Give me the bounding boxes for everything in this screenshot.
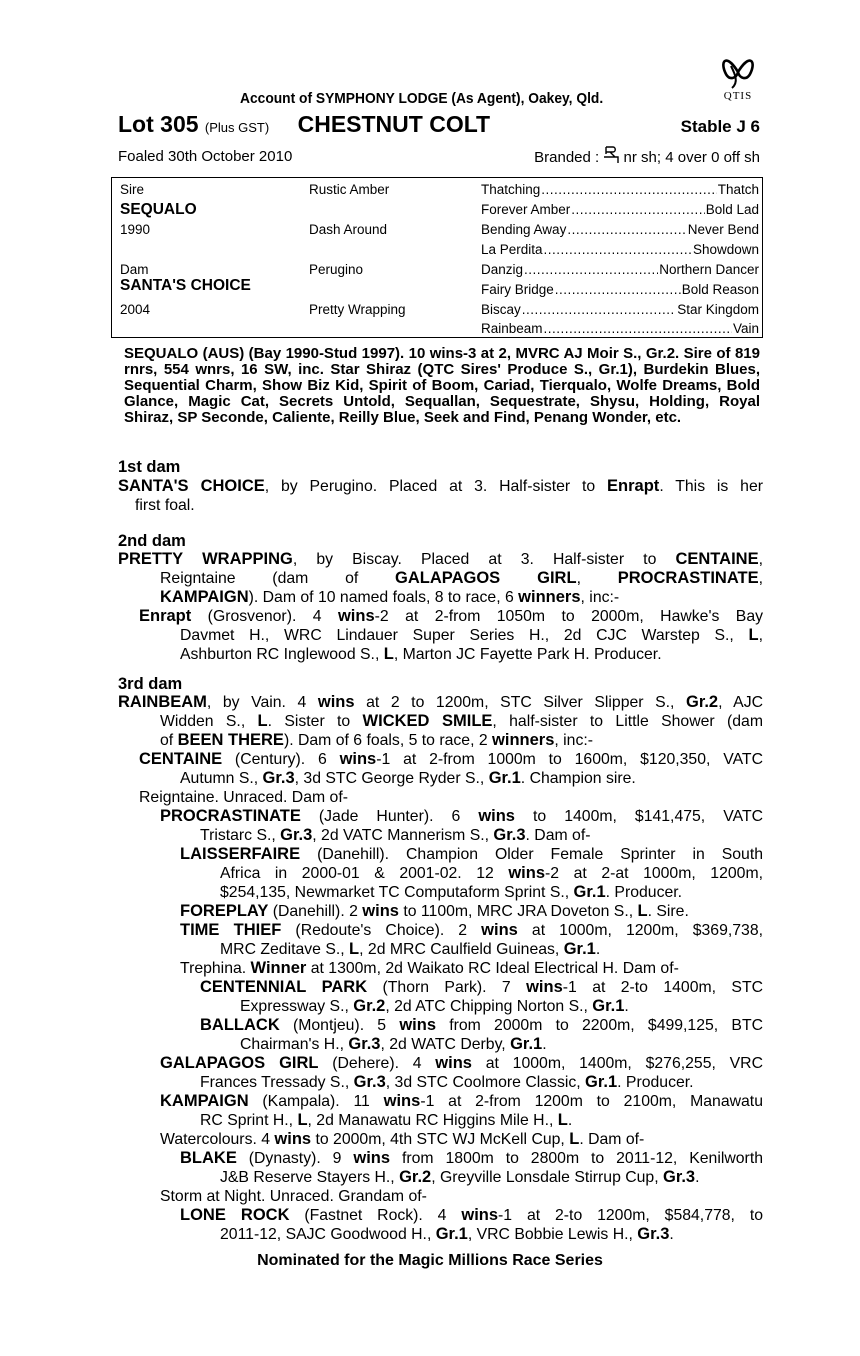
text-line: Frances Tressady S., Gr.3, 3d STC Coolmore Classic, Gr.1. Producer. — [200, 1073, 694, 1091]
text-line: PRETTY WRAPPING, by Biscay. Placed at 3. Half-sister to CENTAINE, — [118, 550, 763, 568]
leader-dots — [522, 302, 676, 317]
text-line: Expressway S., Gr.2, 2d ATC Chipping Norton S., Gr.1. — [240, 997, 629, 1015]
gg-name: Thatching — [481, 182, 541, 197]
gg-row — [481, 282, 759, 297]
text-line: of BEEN THERE). Dam of 6 foals, 5 to race, 2 winners, inc:- — [160, 731, 594, 749]
gg-name: Forever Amber — [481, 202, 571, 217]
dam-label: Dam — [120, 262, 149, 277]
text-line: Chairman's H., Gr.3, 2d WATC Derby, Gr.1. — [240, 1035, 547, 1053]
text-line: Reigntaine (dam of GALAPAGOS GIRL, PROCRASTINATE, — [160, 569, 763, 587]
gg-sire: Never Bend — [687, 222, 759, 237]
text-line: first foal. — [135, 497, 195, 514]
gg-sire: Star Kingdom — [677, 302, 759, 317]
text-line: RAINBEAM, by Vain. 4 wins at 2 to 1200m, STC Silver Slipper S., Gr.2, AJC — [118, 693, 764, 711]
text-line: J&B Reserve Stayers H., Gr.2, Greyville Lonsdale Stirrup Cup, Gr.3. — [220, 1168, 700, 1186]
text-line: KAMPAIGN (Kampala). 11 wins-1 at 2-from 1200m to 2100m, Manawatu — [160, 1092, 763, 1110]
text-line: RC Sprint H., L, 2d Manawatu RC Higgins Mile H., L. — [200, 1111, 573, 1129]
text-line: Reigntaine. Unraced. Dam of- — [139, 789, 348, 806]
text-line: KAMPAIGN). Dam of 10 named foals, 8 to race, 6 winners, inc:- — [160, 588, 620, 606]
sire-summary: SEQUALO (AUS) (Bay 1990-Stud 1997). 10 wins-3 at 2, MVRC AJ Moir S., Gr.2. Sire of 819 rnrs, 554 wnrs, 16 SW, inc. Star Shiraz (QTC Sires' Produce S., Gr.1), Burdekin Blues, Sequential Charm, Show Biz Kid, Spirit of Boom, Cariad, Tierqualo, Wolfe Dreams, Bold Glance, Magic Cat, Secrets Untold, Sequallan, Sequestrate, Shysu, Holding, Royal Shiraz, SP Seconde, Caliente, Reilly Blue, Seek and Find, Penang Wonder, etc. — [124, 345, 760, 426]
lot-number: Lot 305 — [118, 111, 199, 137]
third-dam-heading: 3rd dam — [118, 675, 183, 693]
pedigree-table — [111, 177, 763, 338]
sire-name: SEQUALO — [120, 201, 197, 218]
gg-name: Bending Away — [481, 222, 567, 237]
text-line: Tristarc S., Gr.3, 2d VATC Mannerism S., Gr.3. Dam of- — [200, 826, 591, 844]
leader-dots — [571, 202, 704, 217]
gst-note: (Plus GST) — [204, 120, 270, 135]
text-line: CENTAINE (Century). 6 wins-1 at 2-from 1000m to 1600m, $120,350, VATC — [139, 750, 763, 768]
text-line: $254,135, Newmarket TC Computaform Sprint S., Gr.1. Producer. — [220, 883, 683, 901]
text-line: LONE ROCK (Fastnet Rock). 4 wins-1 at 2-to 1200m, $584,778, to — [180, 1206, 763, 1224]
vendor-account: Account of SYMPHONY LODGE (As Agent), Oakey, Qld. — [240, 90, 604, 107]
horse-title: CHESTNUT COLT — [297, 111, 491, 137]
gg-sire: Bold Lad — [705, 202, 759, 217]
gg-name: La Perdita — [481, 242, 543, 257]
lot-line — [118, 111, 490, 138]
text-line: Davmet H., WRC Lindauer Super Series H., 2d CJC Warstep S., L, — [180, 626, 763, 644]
branded-detail: nr sh; 4 over 0 off sh — [623, 149, 760, 166]
leader-dots — [541, 182, 716, 197]
gg-sire: Vain — [732, 321, 759, 336]
text-line: MRC Zeditave S., L, 2d MRC Caulfield Guineas, Gr.1. — [220, 940, 601, 958]
text-line-spare: 2011-12, SAJC Goodwood H., Gr.1, VRC Bobbie Lewis H., Gr.3. — [220, 1225, 674, 1243]
gg-sire: Northern Dancer — [659, 262, 759, 277]
text-line: TIME THIEF (Redoute's Choice). 2 wins at 1000m, 1200m, $369,738, — [180, 921, 763, 939]
text-line: BALLACK (Montjeu). 5 wins from 2000m to 2200m, $499,125, BTC — [200, 1016, 763, 1034]
qtis-logo-text: QTIS — [723, 90, 753, 102]
text-line: BLAKE (Dynasty). 9 wins from 1800m to 2800m to 2011-12, Kenilworth — [180, 1149, 763, 1167]
text-line: CENTENNIAL PARK (Thorn Park). 7 wins-1 at 2-to 1400m, STC — [200, 978, 764, 996]
brand-mark-icon — [603, 146, 619, 164]
gg-name: Rainbeam — [481, 321, 543, 336]
gg-name: Danzig — [481, 262, 524, 277]
dam-year: 2004 — [120, 302, 151, 317]
leader-dots — [555, 282, 681, 297]
branded-info — [534, 146, 760, 166]
text-line: Watercolours. 4 wins to 2000m, 4th STC WJ McKell Cup, L. Dam of- — [160, 1130, 645, 1148]
text-line: LAISSERFAIRE (Danehill). Champion Older Female Sprinter in South — [180, 845, 763, 863]
gg-name: Biscay — [481, 302, 521, 317]
qtis-logo — [713, 50, 763, 108]
text-line: Widden S., L. Sister to WICKED SMILE, half-sister to Little Shower (dam — [160, 712, 763, 730]
nomination-note: Nominated for the Magic Millions Race Series — [257, 1252, 603, 1269]
leader-dots — [544, 242, 692, 257]
gg-row — [481, 222, 759, 237]
text-line: Storm at Night. Unraced. Grandam of- — [160, 1188, 427, 1205]
leader-dots — [544, 321, 732, 336]
foaled-date: Foaled 30th October 2010 — [118, 148, 293, 165]
gg-row — [481, 321, 759, 336]
text-line: PROCRASTINATE (Jade Hunter). 6 wins to 1400m, $141,475, VATC — [160, 807, 763, 825]
gg-row — [481, 202, 759, 217]
gg-row — [481, 302, 759, 317]
dam-name: SANTA'S CHOICE — [120, 277, 251, 294]
gg-sire: Showdown — [692, 242, 759, 257]
dam-sire: Perugino — [309, 262, 364, 277]
gg-row — [481, 262, 759, 277]
sire-sire: Rustic Amber — [309, 182, 390, 197]
qtis-butterfly-icon — [719, 50, 757, 92]
gg-sire: Thatch — [717, 182, 759, 197]
text-line: GALAPAGOS GIRL (Dehere). 4 wins at 1000m, 1400m, $276,255, VRC — [160, 1054, 763, 1072]
text-line: Trephina. Winner at 1300m, 2d Waikato RC Ideal Electrical H. Dam of- — [180, 959, 679, 977]
stable-number: Stable J 6 — [680, 117, 760, 136]
sire-label: Sire — [120, 182, 145, 197]
first-dam-heading: 1st dam — [118, 458, 181, 476]
sire-dam: Dash Around — [309, 222, 388, 237]
text-line: FOREPLAY (Danehill). 2 wins to 1100m, MRC JRA Doveton S., L. Sire. — [180, 902, 689, 920]
text-line: SANTA'S CHOICE, by Perugino. Placed at 3. Half-sister to Enrapt. This is her — [118, 477, 764, 495]
gg-row — [481, 182, 759, 197]
gg-name: Fairy Bridge — [481, 282, 554, 297]
leader-dots — [567, 222, 686, 237]
second-dam-heading: 2nd dam — [118, 532, 186, 550]
text-line: Africa in 2000-01 & 2001-02. 12 wins-2 at 2-at 1000m, 1200m, — [220, 864, 763, 882]
dam-dam: Pretty Wrapping — [309, 302, 406, 317]
text-line: Autumn S., Gr.3, 3d STC George Ryder S., Gr.1. Champion sire. — [180, 769, 636, 787]
leader-dots — [524, 262, 658, 277]
text-line: Ashburton RC Inglewood S., L, Marton JC Fayette Park H. Producer. — [180, 645, 662, 663]
sire-year: 1990 — [120, 222, 151, 237]
text-line: Enrapt (Grosvenor). 4 wins-2 at 2-from 1050m to 2000m, Hawke's Bay — [139, 607, 764, 625]
gg-sire: Bold Reason — [681, 282, 759, 297]
gg-row — [481, 242, 759, 257]
branded-label: Branded : — [534, 149, 600, 166]
